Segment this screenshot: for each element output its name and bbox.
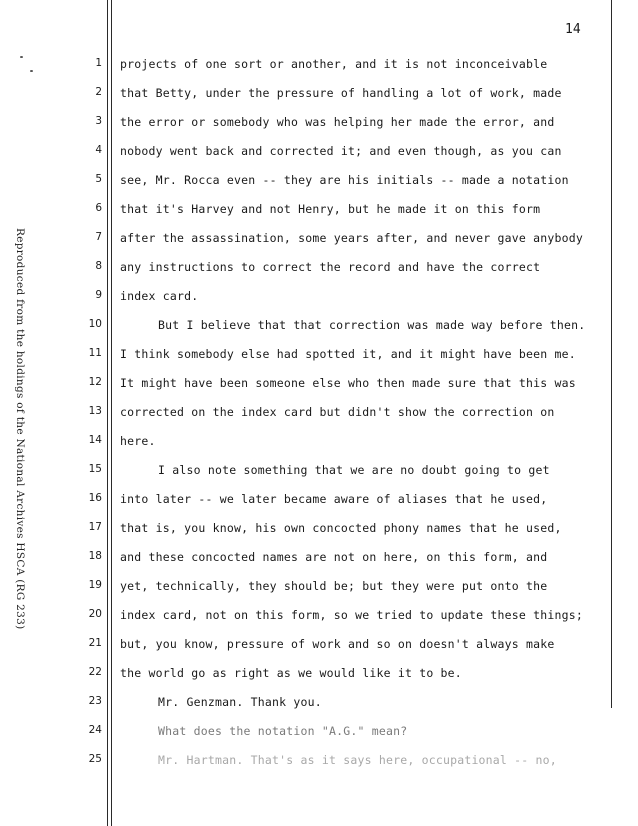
transcript-line: after the assassination, some years after, and never gave anybody — [120, 231, 584, 245]
transcript-line: It might have been someone else who then made sure that this was — [120, 376, 576, 390]
line-number: 16 — [88, 492, 102, 504]
line-number: 20 — [88, 608, 102, 620]
line-number: 15 — [88, 463, 102, 475]
line-number: 24 — [88, 724, 102, 736]
archive-side-note — [12, 228, 28, 668]
line-number: 23 — [88, 695, 102, 707]
transcript-line: corrected on the index card but didn't show the correction on — [120, 405, 555, 419]
line-number: 12 — [88, 376, 102, 388]
page-number: 14 — [565, 22, 581, 37]
transcript-line: index card, not on this form, so we tried to update these things; — [120, 608, 584, 622]
transcript-line: the world go as right as we would like it to be. — [120, 666, 462, 680]
transcript-line: I think somebody else had spotted it, and it might have been me. — [120, 347, 576, 361]
transcript-line: that it's Harvey and not Henry, but he made it on this form — [120, 202, 541, 216]
transcript-line: But I believe that that correction was made way before then. — [158, 318, 586, 332]
transcript-line: and these concocted names are not on here, on this form, and — [120, 550, 548, 564]
transcript-body — [120, 50, 615, 775]
transcript-line: see, Mr. Rocca even -- they are his initials -- made a notation — [120, 173, 569, 187]
line-number: 8 — [95, 260, 102, 272]
line-number: 17 — [88, 521, 102, 533]
line-number: 10 — [88, 318, 102, 330]
transcript-line: the error or somebody who was helping her made the error, and — [120, 115, 555, 129]
transcript-line: but, you know, pressure of work and so on doesn't always make — [120, 637, 555, 651]
line-number: 5 — [95, 173, 102, 185]
transcript-line: any instructions to correct the record and have the correct — [120, 260, 541, 274]
transcript-line: that Betty, under the pressure of handling a lot of work, made — [120, 86, 562, 100]
transcript-line: Mr. Genzman. Thank you. — [158, 695, 322, 709]
transcript-line: yet, technically, they should be; but they were put onto the — [120, 579, 548, 593]
line-number: 7 — [95, 231, 102, 243]
line-number: 1 — [95, 57, 102, 69]
scan-speck — [30, 70, 33, 72]
line-number: 19 — [88, 579, 102, 591]
transcript-line: that is, you know, his own concocted phony names that he used, — [120, 521, 562, 535]
line-number: 3 — [95, 115, 102, 127]
transcript-line: index card. — [120, 289, 199, 303]
left-margin-rule-inner — [111, 0, 112, 826]
line-number: 14 — [88, 434, 102, 446]
line-number: 21 — [88, 637, 102, 649]
line-number: 11 — [88, 347, 102, 359]
transcript-line: nobody went back and corrected it; and even though, as you can — [120, 144, 562, 158]
line-number-column — [78, 52, 102, 777]
line-number: 25 — [88, 753, 102, 765]
scan-speck — [20, 56, 23, 58]
left-margin-rule — [107, 0, 108, 826]
line-number: 22 — [88, 666, 102, 678]
transcript-line: I also note something that we are no doubt going to get — [158, 463, 550, 477]
transcript-line: projects of one sort or another, and it is not inconceivable — [120, 57, 548, 71]
line-number: 9 — [95, 289, 102, 301]
transcript-line: into later -- we later became aware of aliases that he used, — [120, 492, 548, 506]
line-number: 18 — [88, 550, 102, 562]
transcript-line: here. — [120, 434, 156, 448]
line-number: 13 — [88, 405, 102, 417]
line-number: 4 — [95, 144, 102, 156]
transcript-line: Mr. Hartman. That's as it says here, occupational -- no, — [158, 753, 557, 767]
transcript-line: What does the notation "A.G." mean? — [158, 724, 408, 738]
line-number: 6 — [95, 202, 102, 214]
line-number: 2 — [95, 86, 102, 98]
archive-side-note-text: Reproduced from the holdings of the National Archives HSCA (RG 233) — [14, 228, 26, 630]
